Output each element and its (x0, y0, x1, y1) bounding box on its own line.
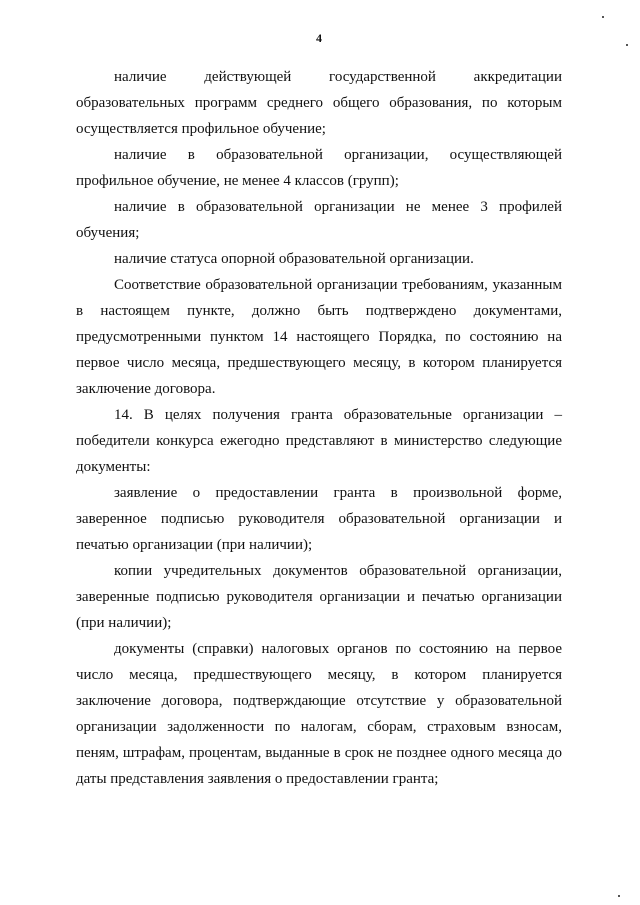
paragraph-clause-14: 14. В целях получения гранта образовательные организации – победители конкурса ежегодно представляют в министерство следующие документы: (76, 407, 562, 475)
paragraph-profiles: наличие в образовательной организации не менее 3 профилей обучения; (76, 199, 562, 241)
paragraph-compliance: Соответствие образовательной организации требованиям, указанным в настоящем пункте, должно быть подтверждено документами, предусмотренными пунктом 14 настоящего Порядка, по состоянию на первое число месяца, предшествующего месяцу, в котором планируется заключение договора. (76, 277, 562, 397)
paragraph-classes: наличие в образовательной организации, осуществляющей профильное обучение, не менее 4 классов (групп); (76, 147, 562, 189)
scan-dot (626, 44, 628, 46)
scan-dot (618, 895, 620, 897)
paragraph-status: наличие статуса опорной образовательной организации. (114, 251, 474, 267)
page-number: 4 (316, 31, 322, 45)
scan-dot (602, 16, 604, 18)
paragraph-charter-copies: копии учредительных документов образовательной организации, заверенные подписью руководителя организации и печатью организации (при наличии); (76, 563, 562, 631)
paragraph-accreditation: наличие действующей государственной аккредитации образовательных программ среднего общего образования, по которым осуществляется профильное обучение; (76, 69, 562, 137)
paragraph-tax-certificates: документы (справки) налоговых органов по состоянию на первое число месяца, предшествующего месяцу, в котором планируется заключение договора, подтверждающие отсутствие у образовательной организации задолженности по налогам, сборам, страховым взносам, пеням, штрафам, процентам, выданные в срок не позднее одного месяца до даты представления заявления о предоставлении гранта; (76, 641, 562, 787)
paragraph-application: заявление о предоставлении гранта в произвольной форме, заверенное подписью руководителя образовательной организации и печатью организации (при наличии); (76, 485, 562, 553)
